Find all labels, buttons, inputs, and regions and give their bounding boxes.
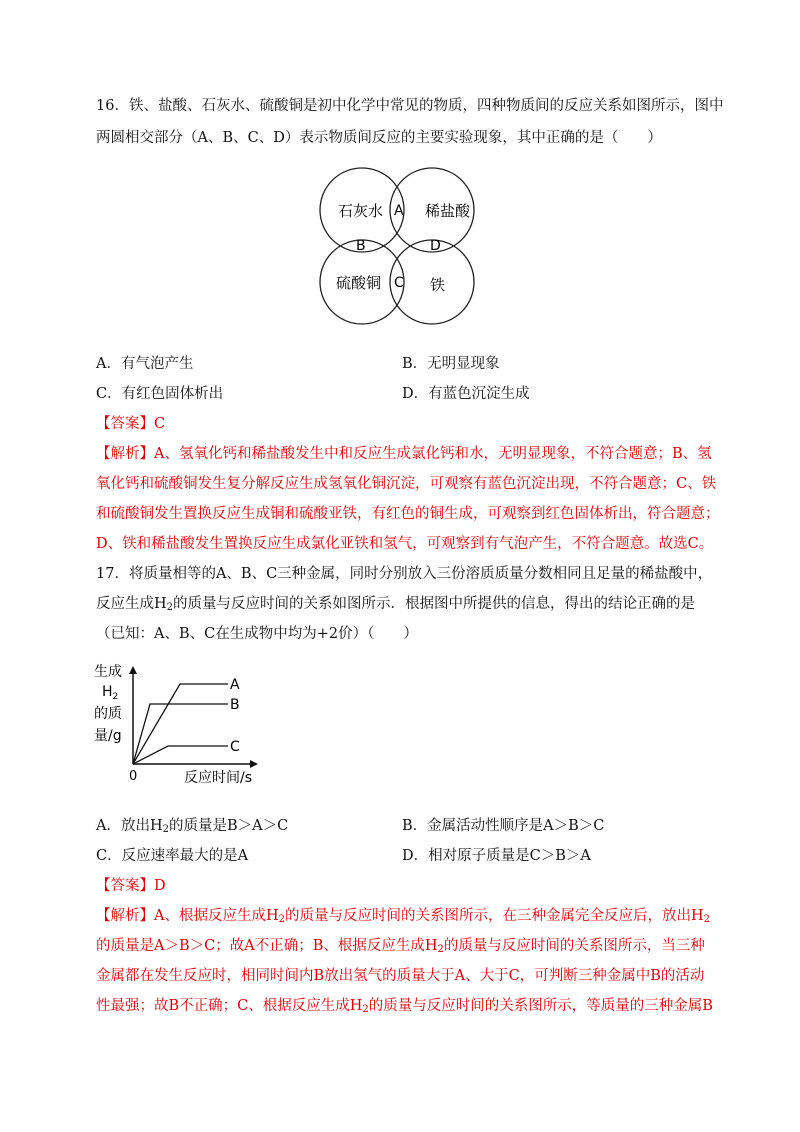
graph-y-axis-arrow xyxy=(129,666,137,674)
q16-analysis-line1: 【解析】A、氢氧化钙和稀盐酸发生中和反应生成氯化钙和水，无明显现象，不符合题意；B、氢 xyxy=(96,446,712,462)
q17-option-a: A．放出$H_2$的质量是B＞A＞C xyxy=(96,818,289,835)
q17-answer: 【答案】D xyxy=(96,878,166,894)
q17-option-d: D．相对原子质量是C＞B＞A xyxy=(402,848,591,864)
graph-x-axis-arrow xyxy=(250,760,258,768)
q17-analysis-line1: 【解析】A、根据反应生成$H_2$的质量与反应时间的关系图所示，在三种金属完全反应后，放出$H_2$ xyxy=(96,908,711,925)
q16-option-c: C．有红色固体析出 xyxy=(96,386,224,402)
graph-xlabel: 反应时间/s xyxy=(184,770,253,784)
venn-label-iron: 铁 xyxy=(430,276,446,294)
q17-option-c: C．反应速率最大的是A xyxy=(96,848,249,864)
graph-series-b xyxy=(133,704,228,764)
q16-analysis-line4: D、铁和稀盐酸发生置换反应生成氯化亚铁和氢气，可观察到有气泡产生，不符合题意。故选C。 xyxy=(96,536,714,552)
graph-series-c-label: C xyxy=(230,739,240,755)
graph-series-b-label: B xyxy=(230,697,240,713)
q17-analysis-line2: 的质量是A＞B＞C；故A不正确；B、根据反应生成$H_2$的质量与反应时间的关系图所示，当三种 xyxy=(96,938,705,955)
venn-region-b: B xyxy=(356,238,366,254)
q16-option-d: D．有蓝色沉淀生成 xyxy=(402,386,530,402)
graph-origin-label: 0 xyxy=(129,769,138,784)
q17-analysis-line3: 金属都在发生反应时，相同时间内B放出氢气的质量大于A、大于C，可判断三种金属中B的活动 xyxy=(96,968,705,984)
q16-option-a: A．有气泡产生 xyxy=(96,356,194,372)
graph-ylabel-line1: 生成 xyxy=(94,664,122,680)
venn-label-copper-sulfate: 硫酸铜 xyxy=(336,274,382,292)
venn-region-c: C xyxy=(394,275,404,291)
q16-analysis-line2: 氧化钙和硫酸铜发生复分解反应生成氢氧化铜沉淀，可观察有蓝色沉淀出现，不符合题意；C、铁 xyxy=(96,476,717,492)
q16-option-b: B．无明显现象 xyxy=(402,356,500,372)
q16-analysis-line3: 和硫酸铜发生置换反应生成铜和硫酸亚铁，有红色的铜生成，可观察到红色固体析出，符合题意； xyxy=(96,506,720,522)
q17-stem-line2: 反应生成$H_2$的质量与反应时间的关系如图所示．根据图中所提供的信息，得出的结论正确的是 xyxy=(96,596,696,613)
q17-option-b: B．金属活动性顺序是A＞B＞C xyxy=(402,818,605,834)
venn-label-limewater: 石灰水 xyxy=(338,202,384,220)
q17-stem-line1: 17．将质量相等的A、B、C三种金属，同时分别放入三份溶质质量分数相同且足量的稀盐酸中， xyxy=(96,566,713,582)
q17-analysis-line4: 性最强；故B不正确；C、根据反应生成$H_2$的质量与反应时间的关系图所示，等质量的三种金属B xyxy=(96,998,713,1015)
graph-ylabel-line3: 的质 xyxy=(94,706,122,722)
q16-venn-diagram xyxy=(310,160,490,330)
venn-region-d: D xyxy=(430,238,441,254)
q16-answer: 【答案】C xyxy=(96,416,166,432)
q16-stem-line2: 两圆相交部分（A、B、C、D）表示物质间反应的主要实验现象，其中正确的是（ ） xyxy=(96,130,662,146)
graph-series-a xyxy=(133,684,228,764)
graph-series-c xyxy=(133,746,228,764)
venn-region-a: A xyxy=(394,203,404,219)
graph-ylabel-line4: 量/g xyxy=(94,728,122,744)
venn-label-hydrochloric-acid: 稀盐酸 xyxy=(425,202,471,220)
graph-series-a-label: A xyxy=(230,677,240,693)
graph-ylabel-line2: $H_2$ xyxy=(102,684,119,702)
q17-reaction-graph xyxy=(92,660,262,784)
q16-stem-line1: 16．铁、盐酸、石灰水、硫酸铜是初中化学中常见的物质，四种物质间的反应关系如图所示，图中 xyxy=(96,98,724,114)
q17-stem-line3: （已知：A、B、C在生成物中均为+2价）（ ） xyxy=(96,626,418,642)
